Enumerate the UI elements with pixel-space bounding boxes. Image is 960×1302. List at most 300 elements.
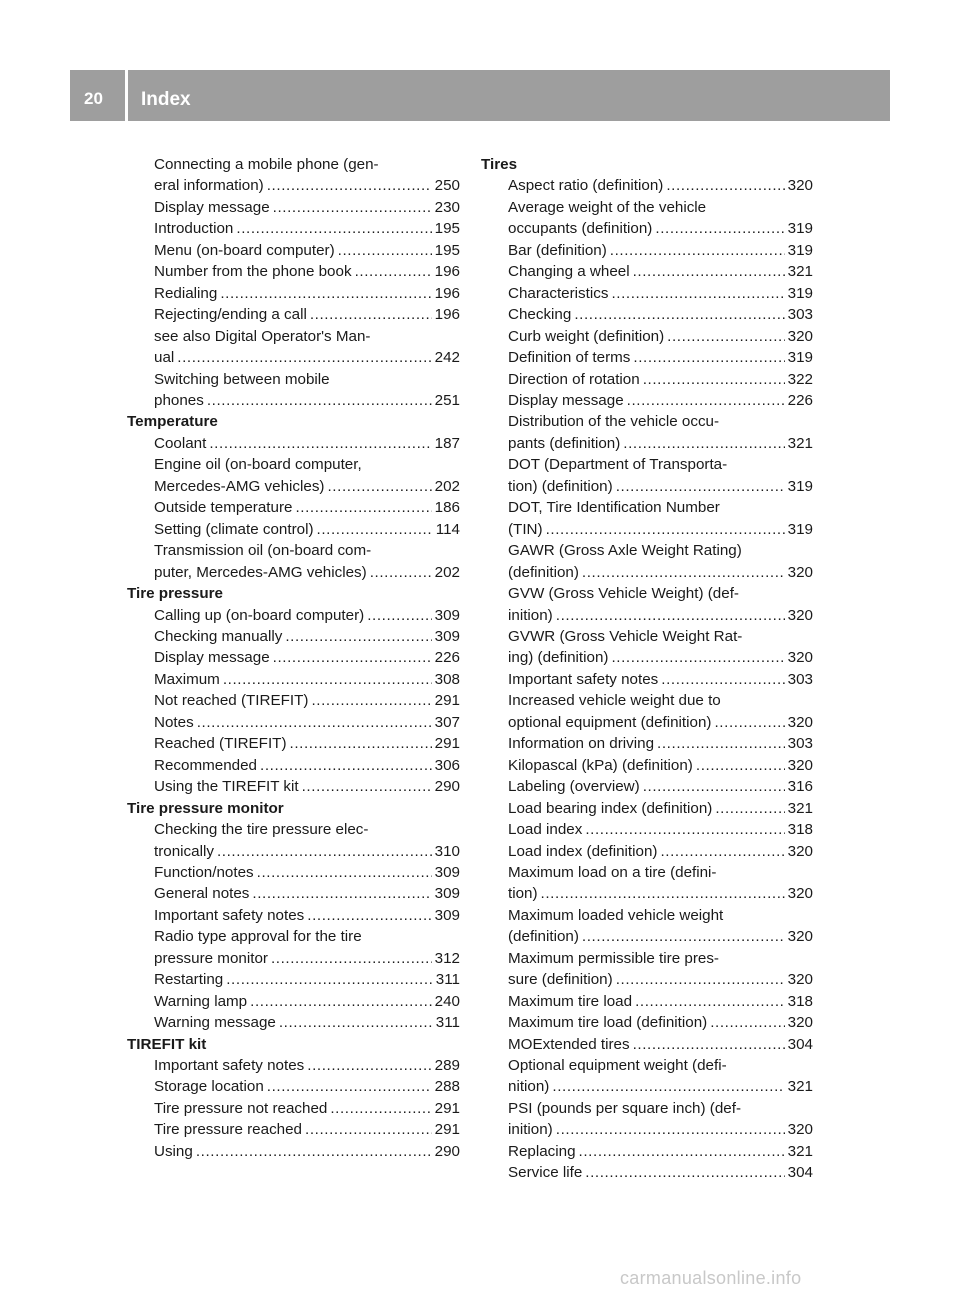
index-entry [481,798,813,819]
index-entry [481,605,813,626]
dot-leader [714,712,784,733]
index-heading: Tires [481,156,518,173]
index-entry [481,304,813,325]
entry-text: Aspect ratio (definition) [508,177,664,195]
index-entry [481,1141,813,1162]
entry-page-number: 321 [787,799,813,817]
index-entry [127,926,460,947]
index-entry [127,175,460,196]
entry-page-number: 321 [787,263,813,281]
index-entry [127,326,460,347]
dot-leader [196,1141,432,1162]
dot-leader [556,605,785,626]
entry-page-number: 320 [787,563,813,581]
entry-page-number: 309 [434,885,460,903]
index-entry [481,261,813,282]
entry-text: Changing a wheel [508,263,630,281]
entry-page-number: 289 [434,1057,460,1075]
index-entry [481,369,813,390]
entry-page-number: 195 [434,241,460,259]
index-entry [481,218,813,239]
index-entry [127,154,460,175]
entry-text: Mercedes-AMG vehicles) [154,477,325,495]
dot-leader [273,197,432,218]
dot-leader [273,647,432,668]
entry-text: occupants (definition) [508,220,653,238]
entry-text: Coolant [154,434,207,452]
entry-text: Redialing [154,284,218,302]
entry-page-number: 319 [787,220,813,238]
entry-text: Optional equipment weight (defi- [508,1057,727,1075]
dot-leader [226,969,433,990]
entry-text: Checking the tire pressure elec- [154,821,369,839]
entry-text: Engine oil (on-board computer, [154,456,362,474]
entry-page-number: 309 [434,606,460,624]
index-entry [127,540,460,561]
entry-text: puter, Mercedes-AMG vehicles) [154,563,367,581]
dot-leader [307,905,431,926]
index-entry [127,948,460,969]
entry-text: tion) [508,885,538,903]
entry-text: Maximum load on a tire (defini- [508,863,717,881]
index-entry [481,454,813,475]
index-heading: Temperature [127,413,218,431]
entry-text: Outside temperature [154,499,293,517]
index-entry [481,540,813,561]
entry-text: Load index [508,821,583,839]
entry-page-number: 196 [434,263,460,281]
entry-text: Warning lamp [154,992,248,1010]
dot-leader [311,690,431,711]
dot-leader [552,1076,784,1097]
dot-leader [197,712,432,733]
entry-text: Service life [508,1164,583,1182]
entry-text: Tire pressure reached [154,1121,303,1139]
index-entry [481,755,813,776]
index-entry [127,712,460,733]
entry-text: Load index (definition) [508,842,658,860]
entry-text: Display message [508,391,624,409]
dot-leader [611,647,784,668]
entry-page-number: 318 [787,821,813,839]
dot-leader [623,433,784,454]
index-entry [481,283,813,304]
index-entry [481,583,813,604]
entry-page-number: 320 [787,1014,813,1032]
index-entry [127,347,460,368]
entry-text: inition) [508,606,553,624]
entry-text: Using the TIREFIT kit [154,778,299,796]
entry-text: tronically [154,842,214,860]
dot-leader [710,1012,784,1033]
index-entry [127,841,460,862]
entry-page-number: 319 [787,241,813,259]
index-entry [481,905,813,926]
entry-text: Maximum tire load (definition) [508,1014,708,1032]
dot-leader [660,841,784,862]
entry-page-number: 291 [434,692,460,710]
entry-page-number: 195 [434,220,460,238]
entry-text: General notes [154,885,250,903]
entry-text: Menu (on-board computer) [154,241,335,259]
entry-page-number: 242 [434,349,460,367]
entry-page-number: 290 [434,778,460,796]
index-entry [481,519,813,540]
index-entry [127,862,460,883]
index-entry [127,369,460,390]
index-entry [127,218,460,239]
entry-page-number: 291 [434,1121,460,1139]
index-entry [127,240,460,261]
dot-leader [541,883,785,904]
dot-leader [260,755,432,776]
index-entry [127,669,460,690]
dot-leader [367,605,431,626]
dot-leader [209,433,431,454]
watermark: carmanualsonline.info [620,1268,802,1288]
dot-leader [585,1162,784,1183]
index-entry [127,969,460,990]
entry-page-number: 304 [787,1035,813,1053]
dot-leader [317,519,433,540]
entry-page-number: 319 [787,520,813,538]
index-entry [481,841,813,862]
index-entry [481,411,813,432]
dot-leader [177,347,431,368]
entry-text: Average weight of the vehicle [508,198,707,216]
dot-leader [582,562,785,583]
entry-text: pants (definition) [508,434,621,452]
dot-leader [616,969,785,990]
entry-text: Connecting a mobile phone (gen- [154,156,379,173]
index-entry [481,1076,813,1097]
entry-page-number: 240 [434,992,460,1010]
index-entry [481,1055,813,1076]
index-entry [127,454,460,475]
entry-page-number: 318 [787,992,813,1010]
index-entry [481,1119,813,1140]
entry-text: Transmission oil (on-board com- [154,542,372,560]
entry-text: Switching between mobile [154,370,330,388]
entry-page-number: 303 [787,306,813,324]
entry-text: DOT (Department of Transporta- [508,456,728,474]
entry-page-number: 320 [787,885,813,903]
index-entry [481,240,813,261]
index-entry [127,991,460,1012]
entry-text: Important safety notes [154,1057,305,1075]
entry-page-number: 320 [787,713,813,731]
dot-leader [661,669,784,690]
entry-text: Important safety notes [508,670,659,688]
entry-text: ual [154,349,175,367]
entry-text: Curb weight (definition) [508,327,665,345]
index-heading: Tire pressure monitor [127,799,284,817]
dot-leader [327,476,431,497]
entry-page-number: 311 [435,1014,460,1032]
index-entry [481,862,813,883]
index-entry [127,647,460,668]
entry-page-number: 226 [787,391,813,409]
index-column-right [481,154,813,1184]
index-entry [127,562,460,583]
dot-leader [633,261,785,282]
entry-page-number: 309 [434,627,460,645]
index-entry [127,390,460,411]
page-number-box [70,70,128,121]
dot-leader [305,1119,432,1140]
entry-text: Recommended [154,756,257,774]
dot-leader [355,261,432,282]
entry-text: DOT, Tire Identification Number [508,499,720,517]
dot-leader [655,218,784,239]
dot-leader [310,304,432,325]
entry-text: GVW (Gross Vehicle Weight) (def- [508,585,739,603]
index-entry [481,433,813,454]
index-entry [127,1098,460,1119]
index-entry [127,519,460,540]
entry-page-number: 307 [434,713,460,731]
entry-page-number: 251 [434,391,460,409]
index-entry [481,948,813,969]
index-entry [481,733,813,754]
index-entry [127,1119,460,1140]
entry-page-number: 291 [434,1099,460,1117]
entry-page-number: 320 [787,606,813,624]
index-entry [127,476,460,497]
index-entry [481,712,813,733]
index-entry [127,883,460,904]
dot-leader [338,240,432,261]
entry-text: Rejecting/ending a call [154,306,307,324]
index-entry [127,1141,460,1162]
entry-text: PSI (pounds per square inch) (def- [508,1099,741,1117]
entry-page-number: 321 [787,434,813,452]
entry-text: Notes [154,713,194,731]
index-entry [127,605,460,626]
index-entry [127,905,460,926]
entry-text: Number from the phone book [154,263,352,281]
section-title: Index [141,89,191,110]
dot-leader [635,991,785,1012]
index-entry [127,304,460,325]
entry-page-number: 310 [434,842,460,860]
entry-page-number: 288 [434,1078,460,1096]
entry-page-number: 312 [434,949,460,967]
index-entry [127,1076,460,1097]
index-entry [481,175,813,196]
entry-text: Display message [154,649,270,667]
entry-text: Characteristics [508,284,609,302]
entry-text: pressure monitor [154,949,268,967]
dot-leader [633,1034,785,1055]
entry-text: Maximum permissible tire pres- [508,949,719,967]
entry-page-number: 304 [787,1164,813,1182]
index-entry [481,776,813,797]
entry-text: Labeling (overview) [508,778,640,796]
entry-text: Maximum tire load [508,992,633,1010]
index-entry [481,669,813,690]
entry-page-number: 320 [787,649,813,667]
entry-text: optional equipment (definition) [508,713,712,731]
entry-page-number: 303 [787,670,813,688]
dot-leader [271,948,432,969]
index-heading: Tire pressure [127,585,223,603]
entry-text: Warning message [154,1014,276,1032]
entry-text: Distribution of the vehicle occu- [508,413,720,431]
dot-leader [257,862,432,883]
dot-leader [330,1098,431,1119]
dot-leader [667,326,784,347]
dot-leader [267,1076,432,1097]
index-entry [481,497,813,518]
dot-leader [220,283,431,304]
index-entry [481,326,813,347]
dot-leader [633,347,784,368]
dot-leader [582,926,785,947]
entry-text: Maximum [154,670,220,688]
dot-leader [267,175,432,196]
dot-leader [295,497,431,518]
dot-leader [611,283,784,304]
entry-page-number: 309 [434,863,460,881]
entry-text: Checking [508,306,572,324]
entry-text: eral information) [154,177,264,195]
dot-leader [556,1119,785,1140]
entry-page-number: 319 [787,284,813,302]
entry-text: inition) [508,1121,553,1139]
entry-page-number: 321 [787,1142,813,1160]
dot-leader [546,519,785,540]
entry-page-number: 196 [434,284,460,302]
entry-text: sure (definition) [508,971,613,989]
entry-page-number: 291 [434,735,460,753]
index-entry [481,476,813,497]
entry-text: Load bearing index (definition) [508,799,713,817]
entry-text: Function/notes [154,863,254,881]
entry-page-number: 311 [435,971,460,989]
dot-leader [616,476,785,497]
index-entry [481,819,813,840]
entry-text: (definition) [508,928,579,946]
entry-page-number: 322 [787,370,813,388]
index-entry [127,776,460,797]
entry-text: see also Digital Operator's Man- [154,327,371,345]
dot-leader [302,776,432,797]
dot-leader [643,369,785,390]
entry-page-number: 202 [434,477,460,495]
entry-page-number: 320 [787,971,813,989]
entry-text: Calling up (on-board computer) [154,606,365,624]
index-entry [127,283,460,304]
entry-text: (definition) [508,563,579,581]
entry-text: Replacing [508,1142,576,1160]
entry-text: Tire pressure not reached [154,1099,328,1117]
entry-text: Increased vehicle weight due to [508,692,721,710]
index-entry [481,969,813,990]
index-entry [481,690,813,711]
entry-text: tion) (definition) [508,477,613,495]
entry-text: Setting (climate control) [154,520,314,538]
entry-text: Radio type approval for the tire [154,928,362,946]
dot-leader [223,669,432,690]
dot-leader [579,1141,785,1162]
entry-page-number: 319 [787,477,813,495]
entry-page-number: 186 [434,499,460,517]
index-entry [127,626,460,647]
entry-page-number: 290 [434,1142,460,1160]
dot-leader [250,991,432,1012]
index-entry [481,562,813,583]
index-entry [481,647,813,668]
index-entry [127,819,460,840]
entry-page-number: 306 [434,756,460,774]
dot-leader [585,819,784,840]
entry-text: Direction of rotation [508,370,640,388]
entry-page-number: 320 [787,177,813,195]
dot-leader [279,1012,433,1033]
page-header [70,70,890,121]
index-entry [127,1012,460,1033]
entry-page-number: 202 [434,563,460,581]
dot-leader [666,175,784,196]
entry-text: Using [154,1142,193,1160]
entry-page-number: 230 [434,198,460,216]
entry-text: (TIN) [508,520,543,538]
entry-text: Restarting [154,971,224,989]
dot-leader [217,841,432,862]
index-entry [481,626,813,647]
entry-text: Important safety notes [154,906,305,924]
entry-text: Maximum loaded vehicle weight [508,906,724,924]
index-heading: TIREFIT kit [127,1035,207,1053]
dot-leader [696,755,785,776]
index-entry [481,390,813,411]
index-entry [127,1055,460,1076]
entry-text: ing) (definition) [508,649,609,667]
dot-leader [370,562,432,583]
entry-page-number: 226 [434,649,460,667]
dot-leader [285,626,431,647]
entry-page-number: 187 [434,434,460,452]
entry-page-number: 321 [787,1078,813,1096]
entry-page-number: 309 [434,906,460,924]
dot-leader [236,218,431,239]
entry-text: GAWR (Gross Axle Weight Rating) [508,542,742,560]
entry-page-number: 320 [787,842,813,860]
entry-page-number: 320 [787,327,813,345]
index-entry [127,733,460,754]
entry-page-number: 320 [787,756,813,774]
entry-text: Checking manually [154,627,283,645]
entry-page-number: 320 [787,928,813,946]
entry-page-number: 320 [787,1121,813,1139]
entry-text: Storage location [154,1078,264,1096]
index-entry [481,991,813,1012]
index-column-left [127,154,460,1162]
index-entry [481,197,813,218]
entry-text: Kilopascal (kPa) (definition) [508,756,693,774]
entry-page-number: 316 [787,778,813,796]
entry-text: Reached (TIREFIT) [154,735,287,753]
index-entry [127,433,460,454]
index-entry [127,755,460,776]
entry-page-number: 114 [435,520,460,538]
dot-leader [627,390,785,411]
dot-leader [715,798,784,819]
entry-text: Not reached (TIREFIT) [154,692,309,710]
index-entry [481,1012,813,1033]
entry-page-number: 303 [787,735,813,753]
